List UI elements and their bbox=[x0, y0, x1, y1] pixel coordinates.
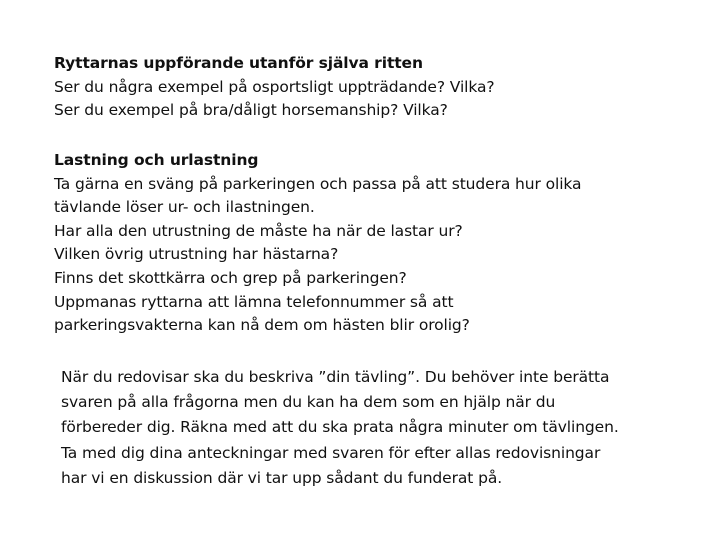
text-line: Ser du exempel på bra/dåligt horsemanship? Vilka? bbox=[54, 101, 448, 120]
text-line: Ta med dig dina anteckningar med svaren för efter allas redovisningar bbox=[61, 443, 601, 462]
text-line: tävlande löser ur- och ilastningen. bbox=[54, 198, 315, 217]
text-line: Uppmanas ryttarna att lämna telefonnummer så att bbox=[54, 292, 454, 311]
text-line: parkeringsvakterna kan nå dem om hästen blir orolig? bbox=[54, 316, 470, 335]
text-line: Ser du några exempel på osportsligt uppträdande? Vilka? bbox=[54, 77, 495, 96]
section-heading: Ryttarnas uppförande utanför själva ritten bbox=[54, 54, 423, 72]
text-line: Vilken övrig utrustning har hästarna? bbox=[54, 245, 339, 264]
text-line: har vi en diskussion där vi tar upp sådant du funderat på. bbox=[61, 468, 503, 487]
text-line: förbereder dig. Räkna med att du ska prata några minuter om tävlingen. bbox=[61, 418, 619, 437]
section-loading bbox=[54, 149, 581, 338]
section-presentation bbox=[61, 365, 619, 491]
section-rider-conduct bbox=[54, 52, 495, 123]
text-line: Finns det skottkärra och grep på parkeringen? bbox=[54, 268, 407, 287]
text-line: Har alla den utrustning de måste ha när de lastar ur? bbox=[54, 221, 463, 240]
text-line: Ta gärna en sväng på parkeringen och passa på att studera hur olika bbox=[54, 174, 582, 193]
text-line: När du redovisar ska du beskriva ”din tävling”. Du behöver inte berätta bbox=[61, 368, 610, 386]
text-line: svaren på alla frågorna men du kan ha dem som en hjälp när du bbox=[61, 393, 556, 412]
section-heading: Lastning och urlastning bbox=[54, 151, 259, 169]
